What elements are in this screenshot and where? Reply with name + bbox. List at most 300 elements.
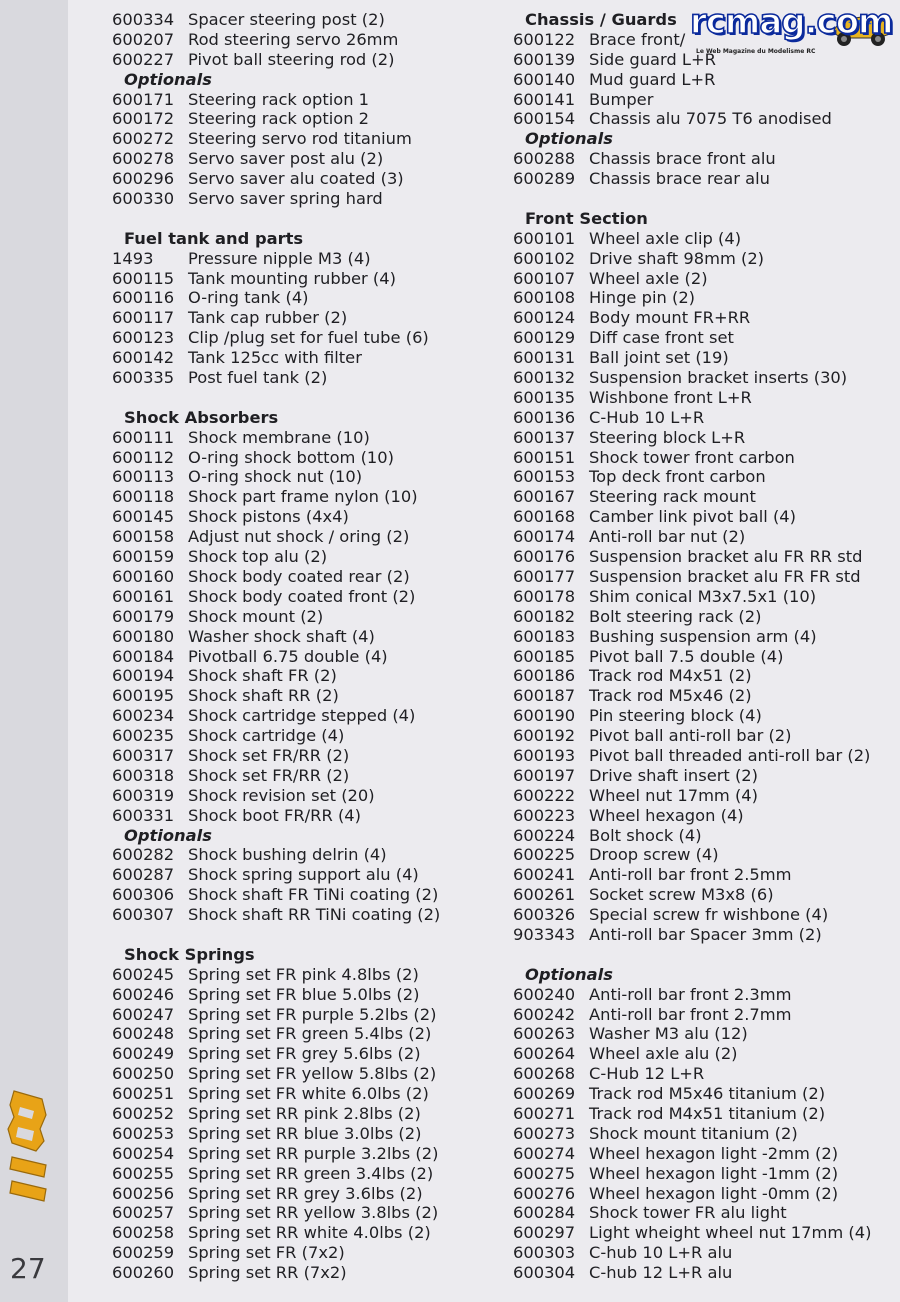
part-row xyxy=(513,308,893,328)
part-description: Bumper xyxy=(589,89,654,109)
part-row xyxy=(112,786,502,806)
part-code: 600225 xyxy=(513,845,576,865)
part-code: 600197 xyxy=(513,765,576,785)
part-code: 600252 xyxy=(112,1103,175,1123)
part-row xyxy=(112,169,502,189)
part-code: 600182 xyxy=(513,606,576,626)
part-row xyxy=(112,686,502,706)
optionals-heading: Optionals xyxy=(525,129,613,149)
part-description: C-hub 12 L+R alu xyxy=(589,1263,733,1283)
part-row xyxy=(513,1203,893,1223)
part-description: Suspension bracket alu FR RR std xyxy=(589,547,863,567)
part-code: 600245 xyxy=(112,964,175,984)
part-code: 600136 xyxy=(513,407,576,427)
part-description: Drive shaft 98mm (2) xyxy=(589,248,765,268)
part-row xyxy=(112,129,502,149)
right-parts-column xyxy=(513,10,893,1283)
part-code: 600297 xyxy=(513,1223,576,1243)
part-description: Tank mounting rubber (4) xyxy=(188,268,396,288)
part-row xyxy=(513,507,893,527)
part-description: Adjust nut shock / oring (2) xyxy=(188,527,410,547)
part-row xyxy=(112,1243,502,1263)
brand-tagline: Le Web Magazine du Modelisme RC xyxy=(696,48,816,55)
part-description: Chassis brace rear alu xyxy=(589,169,770,189)
part-code: 600107 xyxy=(513,268,576,288)
part-description: Spacer steering post (2) xyxy=(188,10,385,29)
part-description: Shock mount (2) xyxy=(188,606,324,626)
part-code: 600123 xyxy=(112,328,175,348)
part-code: 600256 xyxy=(112,1183,175,1203)
part-description: Servo saver spring hard xyxy=(188,189,383,209)
part-description: Tank cap rubber (2) xyxy=(188,308,348,328)
part-code: 600195 xyxy=(112,686,175,706)
spacer xyxy=(112,925,502,945)
part-description: Spring set FR yellow 5.8lbs (2) xyxy=(188,1064,437,1084)
part-code: 600261 xyxy=(513,885,576,905)
part-code: 600275 xyxy=(513,1163,576,1183)
part-row xyxy=(112,189,502,209)
part-row xyxy=(112,1064,502,1084)
part-code: 600263 xyxy=(513,1024,576,1044)
part-row xyxy=(513,408,893,428)
part-row xyxy=(112,706,502,726)
part-code: 600241 xyxy=(513,865,576,885)
part-description: Wheel axle alu (2) xyxy=(589,1044,738,1064)
part-description: Steering rack option 1 xyxy=(188,89,370,109)
section-heading: Chassis / Guards xyxy=(525,10,677,29)
part-description: Wheel nut 17mm (4) xyxy=(589,785,759,805)
part-row xyxy=(513,1184,893,1204)
part-row xyxy=(513,30,893,50)
part-code: 600168 xyxy=(513,507,576,527)
part-description: Rod steering servo 26mm xyxy=(188,29,399,49)
part-code: 600318 xyxy=(112,765,175,785)
part-code: 600184 xyxy=(112,646,175,666)
part-description: Shock revision set (20) xyxy=(188,785,375,805)
part-code: 600140 xyxy=(513,69,576,89)
part-description: Special screw fr wishbone (4) xyxy=(589,905,829,925)
part-row xyxy=(112,905,502,925)
part-row xyxy=(112,766,502,786)
part-code: 600227 xyxy=(112,49,175,69)
part-code: 600278 xyxy=(112,149,175,169)
part-description: Wheel hexagon (4) xyxy=(589,805,744,825)
part-code: 600167 xyxy=(513,487,576,507)
part-row xyxy=(112,547,502,567)
part-code: 600101 xyxy=(513,228,576,248)
part-description: Body mount FR+RR xyxy=(589,308,751,328)
part-code: 600223 xyxy=(513,805,576,825)
part-row xyxy=(112,1263,502,1283)
part-description: Pressure nipple M3 (4) xyxy=(188,248,371,268)
part-code: 600112 xyxy=(112,447,175,467)
part-code: 600331 xyxy=(112,805,175,825)
part-row xyxy=(513,368,893,388)
part-description: Spring set RR blue 3.0lbs (2) xyxy=(188,1123,422,1143)
part-description: Servo saver post alu (2) xyxy=(188,149,384,169)
part-row xyxy=(513,706,893,726)
part-row xyxy=(112,348,502,368)
part-description: Socket screw M3x8 (6) xyxy=(589,885,774,905)
brand-name: rcmag.com xyxy=(690,2,893,42)
part-row xyxy=(112,1084,502,1104)
part-code: 600307 xyxy=(112,905,175,925)
part-row xyxy=(513,666,893,686)
part-row xyxy=(513,786,893,806)
part-code: 600264 xyxy=(513,1044,576,1064)
part-code: 600135 xyxy=(513,387,576,407)
part-description: Pivot ball anti-roll bar (2) xyxy=(589,726,792,746)
part-row xyxy=(112,10,502,30)
part-code: 600154 xyxy=(513,109,576,129)
part-row xyxy=(513,1144,893,1164)
part-code: 600151 xyxy=(513,447,576,467)
part-row xyxy=(112,1223,502,1243)
part-row xyxy=(513,925,893,945)
part-code: 600306 xyxy=(112,885,175,905)
part-row xyxy=(513,448,893,468)
spacer xyxy=(112,388,502,408)
part-code: 600137 xyxy=(513,427,576,447)
part-code: 600190 xyxy=(513,706,576,726)
part-row xyxy=(112,149,502,169)
part-code: 600193 xyxy=(513,745,576,765)
spacer xyxy=(513,945,893,965)
part-code: 600192 xyxy=(513,726,576,746)
part-description: Camber link pivot ball (4) xyxy=(589,507,797,527)
part-code: 600257 xyxy=(112,1203,175,1223)
spacer xyxy=(112,209,502,229)
part-code: 600183 xyxy=(513,626,576,646)
part-code: 600247 xyxy=(112,1004,175,1024)
part-code: 600141 xyxy=(513,89,576,109)
part-row xyxy=(112,328,502,348)
part-code: 600234 xyxy=(112,706,175,726)
part-description: Diff case front set xyxy=(589,328,734,348)
part-row xyxy=(513,1044,893,1064)
part-row xyxy=(112,527,502,547)
part-row xyxy=(112,308,502,328)
part-code: 600187 xyxy=(513,686,576,706)
part-description: Suspension bracket alu FR FR std xyxy=(589,566,861,586)
part-code: 600185 xyxy=(513,646,576,666)
part-row xyxy=(112,965,502,985)
part-row xyxy=(112,1044,502,1064)
part-description: Light wheight wheel nut 17mm (4) xyxy=(589,1223,872,1243)
part-row xyxy=(513,328,893,348)
part-description: Washer shock shaft (4) xyxy=(188,626,375,646)
part-code: 600271 xyxy=(513,1103,576,1123)
part-row xyxy=(112,1184,502,1204)
part-code: 600194 xyxy=(112,666,175,686)
part-row xyxy=(513,50,893,70)
part-code: 600326 xyxy=(513,905,576,925)
part-description: Anti-roll bar front 2.5mm xyxy=(589,865,792,885)
part-code: 600186 xyxy=(513,666,576,686)
part-code: 600129 xyxy=(513,328,576,348)
part-code: 600116 xyxy=(112,288,175,308)
part-code: 600284 xyxy=(513,1203,576,1223)
part-description: Shock shaft RR TiNi coating (2) xyxy=(188,905,441,925)
part-row xyxy=(112,587,502,607)
part-description: Spring set FR pink 4.8lbs (2) xyxy=(188,964,419,984)
part-code: 600240 xyxy=(513,984,576,1004)
part-row xyxy=(112,567,502,587)
part-description: Anti-roll bar front 2.7mm xyxy=(589,1004,792,1024)
part-row xyxy=(513,607,893,627)
part-code: 600282 xyxy=(112,845,175,865)
part-description: Spring set RR (7x2) xyxy=(188,1263,347,1283)
part-description: Suspension bracket inserts (30) xyxy=(589,368,848,388)
page-number: 27 xyxy=(10,1252,46,1285)
part-description: Pivot ball threaded anti-roll bar (2) xyxy=(589,745,871,765)
part-row xyxy=(112,428,502,448)
optionals-heading: Optionals xyxy=(124,825,212,845)
part-row xyxy=(513,388,893,408)
part-description: Post fuel tank (2) xyxy=(188,368,328,388)
part-row xyxy=(513,826,893,846)
section-heading: Front Section xyxy=(525,208,648,228)
part-row xyxy=(513,109,893,129)
part-description: Shock shaft FR TiNi coating (2) xyxy=(188,885,439,905)
part-description: Shock part frame nylon (10) xyxy=(188,487,418,507)
part-row xyxy=(513,647,893,667)
part-code: 600111 xyxy=(112,427,175,447)
part-code: 600303 xyxy=(513,1243,576,1263)
part-code: 600115 xyxy=(112,268,175,288)
part-row xyxy=(112,726,502,746)
part-description: Shock cartridge stepped (4) xyxy=(188,706,416,726)
part-code: 600158 xyxy=(112,527,175,547)
part-description: Steering servo rod titanium xyxy=(188,129,412,149)
part-description: Drive shaft insert (2) xyxy=(589,765,759,785)
part-description: Washer M3 alu (12) xyxy=(589,1024,748,1044)
part-row xyxy=(513,885,893,905)
part-description: Spring set RR white 4.0lbs (2) xyxy=(188,1223,431,1243)
part-description: Pin steering block (4) xyxy=(589,706,762,726)
part-description: Droop screw (4) xyxy=(589,845,719,865)
part-description: Track rod M5x46 (2) xyxy=(589,686,752,706)
part-row xyxy=(513,1223,893,1243)
part-code: 600289 xyxy=(513,169,576,189)
part-code: 600258 xyxy=(112,1223,175,1243)
part-row xyxy=(513,70,893,90)
optionals-heading: Optionals xyxy=(124,69,212,89)
part-description: Wheel hexagon light -1mm (2) xyxy=(589,1163,839,1183)
part-description: Chassis brace front alu xyxy=(589,149,776,169)
part-code: 600113 xyxy=(112,467,175,487)
part-description: Shock membrane (10) xyxy=(188,427,370,447)
part-row xyxy=(112,806,502,826)
part-row xyxy=(513,527,893,547)
section-heading: Shock Absorbers xyxy=(124,407,279,427)
part-description: Track rod M5x46 titanium (2) xyxy=(589,1084,826,1104)
part-row xyxy=(112,865,502,885)
part-row xyxy=(112,666,502,686)
part-code: 600287 xyxy=(112,865,175,885)
part-description: Pivot ball 7.5 double (4) xyxy=(589,646,784,666)
part-code: 600272 xyxy=(112,129,175,149)
part-code: 600122 xyxy=(513,29,576,49)
part-description: Wheel hexagon light -2mm (2) xyxy=(589,1143,839,1163)
part-row xyxy=(513,288,893,308)
part-code: 600171 xyxy=(112,89,175,109)
part-row xyxy=(112,109,502,129)
part-description: Wishbone front L+R xyxy=(589,387,752,407)
part-row xyxy=(513,1104,893,1124)
part-row xyxy=(112,90,502,110)
part-code: 600160 xyxy=(112,566,175,586)
part-description: Shock top alu (2) xyxy=(188,547,328,567)
spacer xyxy=(513,189,893,209)
part-code: 600317 xyxy=(112,745,175,765)
part-description: Spring set FR green 5.4lbs (2) xyxy=(188,1024,432,1044)
part-code: 600335 xyxy=(112,368,175,388)
part-row xyxy=(112,845,502,865)
part-code: 600330 xyxy=(112,189,175,209)
part-description: Spring set RR green 3.4lbs (2) xyxy=(188,1163,434,1183)
part-code: 600132 xyxy=(513,368,576,388)
part-row xyxy=(513,169,893,189)
part-row xyxy=(513,467,893,487)
part-row xyxy=(513,1024,893,1044)
part-row xyxy=(513,1164,893,1184)
part-description: Anti-roll bar front 2.3mm xyxy=(589,984,792,1004)
left-parts-column xyxy=(112,10,502,1283)
part-description: Shock set FR/RR (2) xyxy=(188,745,350,765)
part-code: 600142 xyxy=(112,348,175,368)
part-code: 600250 xyxy=(112,1064,175,1084)
part-description: Hinge pin (2) xyxy=(589,288,696,308)
part-row xyxy=(112,507,502,527)
part-code: 600108 xyxy=(513,288,576,308)
part-code: 600253 xyxy=(112,1123,175,1143)
part-code: 600207 xyxy=(112,29,175,49)
part-row xyxy=(513,865,893,885)
part-description: Shock tower front carbon xyxy=(589,447,795,467)
part-code: 600180 xyxy=(112,626,175,646)
part-row xyxy=(112,288,502,308)
part-code: 600178 xyxy=(513,586,576,606)
part-row xyxy=(513,1064,893,1084)
part-row xyxy=(513,627,893,647)
part-row xyxy=(112,1005,502,1025)
part-row xyxy=(112,448,502,468)
part-description: O-ring shock bottom (10) xyxy=(188,447,394,467)
part-row xyxy=(513,726,893,746)
part-description: Steering rack option 2 xyxy=(188,109,370,129)
part-row xyxy=(112,1144,502,1164)
part-row xyxy=(513,1124,893,1144)
section-heading: Shock Springs xyxy=(124,944,255,964)
part-row xyxy=(513,487,893,507)
part-code: 600288 xyxy=(513,149,576,169)
part-description: Track rod M4x51 (2) xyxy=(589,666,752,686)
part-row xyxy=(112,627,502,647)
part-row xyxy=(513,269,893,289)
part-code: 600269 xyxy=(513,1084,576,1104)
part-code: 600117 xyxy=(112,308,175,328)
part-row xyxy=(112,467,502,487)
part-description: Shock bushing delrin (4) xyxy=(188,845,387,865)
part-code: 600179 xyxy=(112,606,175,626)
part-code: 600251 xyxy=(112,1084,175,1104)
part-description: Wheel hexagon light -0mm (2) xyxy=(589,1183,839,1203)
part-code: 903343 xyxy=(513,924,576,944)
part-row xyxy=(513,90,893,110)
part-description: Shock body coated rear (2) xyxy=(188,566,410,586)
part-row xyxy=(112,487,502,507)
part-row xyxy=(112,1024,502,1044)
part-description: O-ring tank (4) xyxy=(188,288,309,308)
part-row xyxy=(112,1203,502,1223)
part-code: 600124 xyxy=(513,308,576,328)
part-row xyxy=(112,269,502,289)
part-code: 600139 xyxy=(513,49,576,69)
part-code: 600161 xyxy=(112,586,175,606)
part-code: 600177 xyxy=(513,566,576,586)
part-code: 600235 xyxy=(112,726,175,746)
part-row xyxy=(112,607,502,627)
section-heading: Fuel tank and parts xyxy=(124,228,304,248)
part-description: C-hub 10 L+R alu xyxy=(589,1243,733,1263)
part-row xyxy=(112,30,502,50)
part-description: Shock tower FR alu light xyxy=(589,1203,787,1223)
model-811-logo xyxy=(6,1085,52,1205)
part-code: 600222 xyxy=(513,785,576,805)
part-description: Bolt steering rack (2) xyxy=(589,606,762,626)
part-row xyxy=(112,985,502,1005)
part-row xyxy=(513,806,893,826)
part-row xyxy=(513,587,893,607)
part-description: Mud guard L+R xyxy=(589,69,716,89)
part-code: 600172 xyxy=(112,109,175,129)
part-description: Spring set FR purple 5.2lbs (2) xyxy=(188,1004,437,1024)
part-code: 600274 xyxy=(513,1143,576,1163)
part-description: Pivotball 6.75 double (4) xyxy=(188,646,388,666)
part-row xyxy=(112,368,502,388)
part-row xyxy=(513,428,893,448)
part-description: Spring set FR blue 5.0lbs (2) xyxy=(188,984,420,1004)
part-code: 600131 xyxy=(513,348,576,368)
part-code: 600334 xyxy=(112,10,175,29)
part-row xyxy=(513,1263,893,1283)
part-description: Pivot ball steering rod (2) xyxy=(188,49,395,69)
part-description: Track rod M4x51 titanium (2) xyxy=(589,1103,826,1123)
part-description: Tank 125cc with filter xyxy=(188,348,362,368)
part-row xyxy=(112,647,502,667)
part-row xyxy=(112,1124,502,1144)
part-row xyxy=(513,348,893,368)
part-code: 600248 xyxy=(112,1024,175,1044)
part-description: Spring set FR white 6.0lbs (2) xyxy=(188,1084,429,1104)
part-description: C-Hub 12 L+R xyxy=(589,1064,705,1084)
part-row xyxy=(112,1164,502,1184)
part-row xyxy=(513,567,893,587)
part-description: Wheel axle clip (4) xyxy=(589,228,742,248)
part-row xyxy=(513,1243,893,1263)
part-description: Spring set FR grey 5.6lbs (2) xyxy=(188,1044,421,1064)
part-code: 600145 xyxy=(112,507,175,527)
part-description: Steering rack mount xyxy=(589,487,756,507)
part-row xyxy=(513,845,893,865)
part-description: Spring set RR purple 3.2lbs (2) xyxy=(188,1143,439,1163)
part-description: Shock set FR/RR (2) xyxy=(188,765,350,785)
part-description: Servo saver alu coated (3) xyxy=(188,169,404,189)
part-description: Shock pistons (4x4) xyxy=(188,507,349,527)
part-description: Shock shaft FR (2) xyxy=(188,666,337,686)
part-row xyxy=(112,885,502,905)
